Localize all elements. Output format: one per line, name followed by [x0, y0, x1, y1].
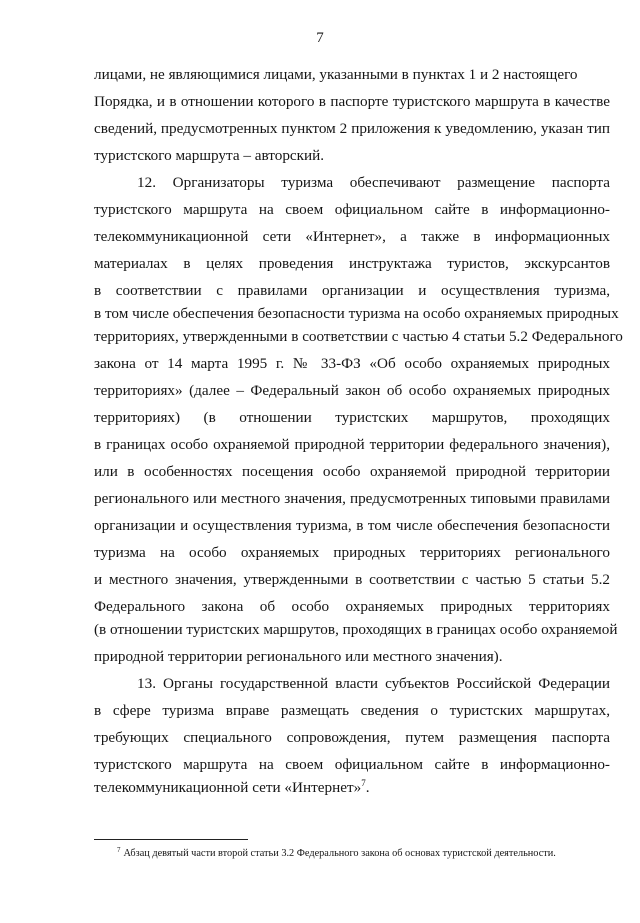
text-line-content: телекоммуникационной сети «Интернет»	[94, 779, 362, 796]
text-line: территориях» (далее – Федеральный закон об особо охраняемых природных	[94, 382, 610, 399]
footnote-mark: 7	[117, 845, 121, 854]
text-line: или в особенностях посещения особо охраняемой природной территории	[94, 463, 610, 480]
text-line: в границах особо охраняемой природной территории федерального значения),	[94, 436, 610, 453]
text-line: территориях) (в отношении туристских маршрутов, проходящих	[94, 409, 610, 426]
paragraph-12-first-line: 12. Организаторы туризма обеспечивают размещение паспорта	[137, 174, 610, 191]
text-line: сведений, предусмотренных пунктом 2 приложения к уведомлению, указан тип	[94, 120, 610, 137]
footnote-reference: 7	[361, 777, 366, 788]
text-line: и местного значения, утвержденными в соответствии с частью 5 статьи 5.2	[94, 571, 610, 588]
sentence-end: .	[365, 779, 370, 796]
text-line: закона от 14 марта 1995 г. № 33-ФЗ «Об особо охраняемых природных	[94, 355, 610, 372]
text-line: в том числе обеспечения безопасности туризма на особо охраняемых природных	[94, 305, 619, 322]
text-line: регионального или местного значения, предусмотренных типовыми правилами	[94, 490, 610, 507]
text-line: природной территории регионального или местного значения).	[94, 648, 503, 665]
text-line: в соответствии с правилами организации и осуществления туризма,	[94, 282, 610, 299]
text-line: телекоммуникационной сети «Интернет», а также в информационных	[94, 228, 610, 245]
text-line: материалах в целях проведения инструктажа туристов, экскурсантов	[94, 255, 610, 272]
text-line: Федерального закона об особо охраняемых природных территориях	[94, 598, 610, 615]
text-line: туризма на особо охраняемых природных территориях регионального	[94, 544, 610, 561]
text-line: территориях, утвержденными в соответствии с частью 4 статьи 5.2 Федерального	[94, 328, 623, 345]
text-line-with-footnote-ref	[94, 777, 610, 799]
text-line: (в отношении туристских маршрутов, проходящих в границах особо охраняемой	[94, 621, 618, 638]
text-line: организации и осуществления туризма, в том числе обеспечения безопасности	[94, 517, 610, 534]
footnote-text: Абзац девятый части второй статьи 3.2 Федерального закона об основах туристской деятельности.	[123, 848, 556, 859]
text-line: требующих специального сопровождения, путем размещения паспорта	[94, 729, 610, 746]
footnote-separator	[94, 839, 248, 840]
text-line: в сфере туризма вправе размещать сведения о туристских маршрутах,	[94, 702, 610, 719]
text-line: лицами, не являющимися лицами, указанными в пунктах 1 и 2 настоящего	[94, 66, 578, 83]
footnote	[117, 847, 597, 861]
text-line: туристского маршрута на своем официальном сайте в информационно-	[94, 756, 610, 773]
text-line: туристского маршрута – авторский.	[94, 147, 325, 164]
text-line: туристского маршрута на своем официальном сайте в информационно-	[94, 201, 610, 218]
paragraph-13-first-line: 13. Органы государственной власти субъектов Российской Федерации	[137, 675, 610, 692]
page-number: 7	[316, 30, 324, 46]
text-line: Порядка, и в отношении которого в паспорте туристского маршрута в качестве	[94, 93, 610, 110]
